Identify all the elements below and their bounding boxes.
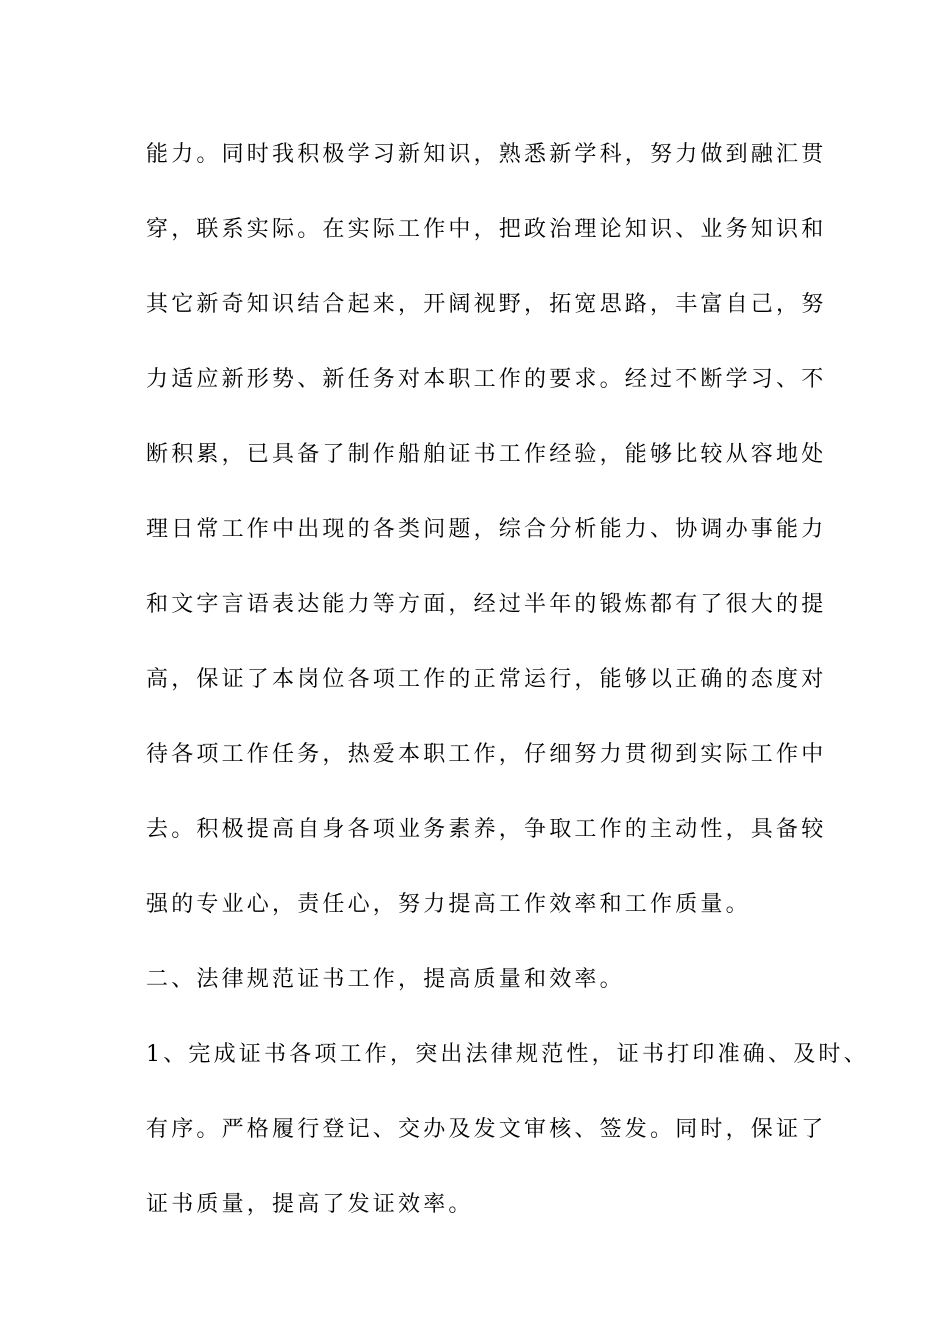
text-line-6: 理日常工作中出现的各类问题，综合分析能力、协调办事能力 xyxy=(146,517,827,542)
text-line-2: 穿，联系实际。在实际工作中，把政治理论知识、业务知识和 xyxy=(146,217,827,242)
document-body xyxy=(146,136,869,1261)
text-line-9: 待各项工作任务，热爱本职工作，仔细努力贯彻到实际工作中 xyxy=(146,742,827,767)
text-line-7: 和文字言语表达能力等方面，经过半年的锻炼都有了很大的提 xyxy=(146,592,827,617)
text-line-5: 断积累，已具备了制作船舶证书工作经验，能够比较从容地处 xyxy=(146,442,827,467)
text-line-8: 高，保证了本岗位各项工作的正常运行，能够以正确的态度对 xyxy=(146,667,827,692)
text-line-4: 力适应新形势、新任务对本职工作的要求。经过不断学习、不 xyxy=(146,367,827,392)
text-line-3: 其它新奇知识结合起来，开阔视野，拓宽思路，丰富自己，努 xyxy=(146,292,827,317)
text-line-13: 1、完成证书各项工作，突出法律规范性，证书打印准确、及时、 xyxy=(146,1042,869,1067)
section-heading: 二、法律规范证书工作，提高质量和效率。 xyxy=(146,967,625,992)
text-line-14: 有序。严格履行登记、交办及发文审核、签发。同时，保证了 xyxy=(146,1117,827,1142)
text-line-15: 证书质量，提高了发证效率。 xyxy=(146,1192,474,1217)
text-line-11: 强的专业心，责任心，努力提高工作效率和工作质量。 xyxy=(146,892,751,917)
text-line-10: 去。积极提高自身各项业务素养，争取工作的主动性，具备较 xyxy=(146,817,827,842)
text-line-1: 能力。同时我积极学习新知识，熟悉新学科，努力做到融汇贯 xyxy=(146,142,827,167)
